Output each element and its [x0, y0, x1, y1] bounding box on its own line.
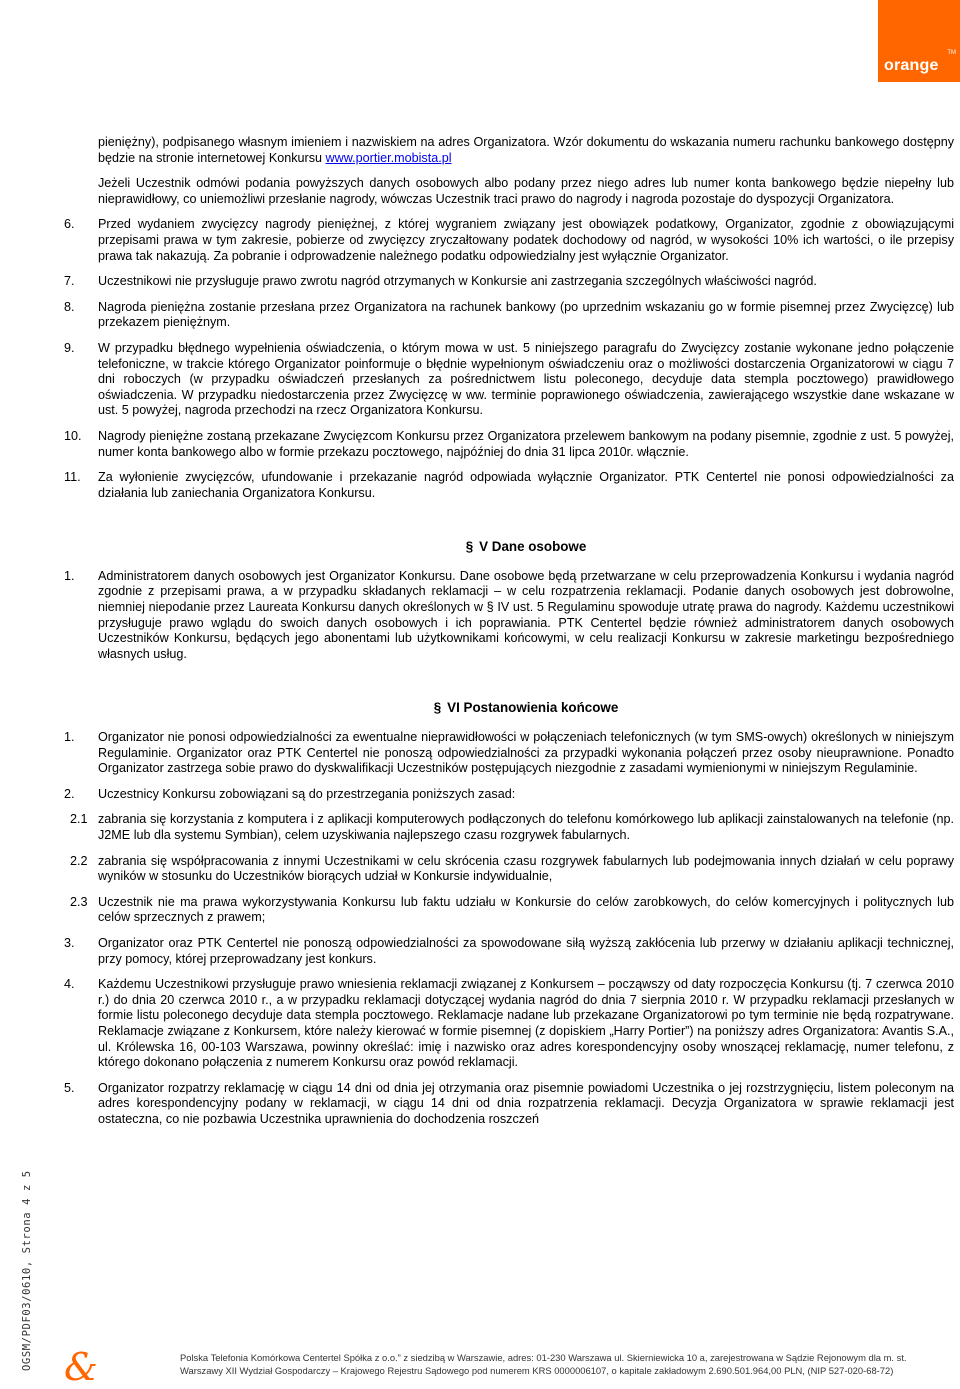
item-number: 8. — [64, 299, 75, 314]
item-text: Nagrody pieniężne zostaną przekazane Zwycięzcom Konkursu przez Organizatora przelewem bankowym na podany pisemnie, zgodnie z ust. 5 powyżej, numer konta bankowego albo w formie przekazu pocztowego, najpóźniej do dnia 31 lipca 2010r. włącznie. — [98, 428, 954, 459]
item-number: 6. — [64, 217, 75, 232]
item-text: Administratorem danych osobowych jest Organizator Konkursu. Dane osobowe będą przetwarzane w celu przeprowadzenia Konkursu i wydania nagród zgodnie z przepisami prawa, a w przypadku składanych reklamacji – w celu rozpatrzenia reklamacji. Podanie danych osobowych jest dobrowolne, niemniej niepodanie przez Laureata Konkursu danych określonych w § IV ust. 5 Regulaminu spowoduje utratę prawa do nagrody. Każdemu uczestnikowi przysługuje prawo wglądu do swoich danych osobowych i ich poprawiania. PTK Centertel będzie również administratorem danych osobowych Uczestników Konkursu, będących jego abonentami lub użytkownikami końcowymi, w celu realizacji Konkursu w zakresie marketingu bezpośredniego własnych usług. — [98, 568, 954, 661]
section-heading-vi — [98, 700, 954, 716]
item-text: Nagroda pieniężna zostanie przesłana przez Organizatora na rachunek bankowy (po uprzednim wskazaniu go w formie pisemnej przez Zwycięzcę) lub przekazem pieniężnym. — [98, 299, 954, 330]
section-vi-list — [64, 730, 954, 1127]
item-number: 4. — [64, 977, 75, 992]
list-item — [64, 935, 954, 967]
item-text: Organizator rozpatrzy reklamację w ciągu 14 dni od dnia jej otrzymania oraz pisemnie powiadomi Uczestnika o jej rozstrzygnięciu, listem poleconym na adres korespondencyjny podany w reklamacji, w ciągu 14 dni od dnia rozpatrzenia reklamacji. Decyzja Organizatora w sprawie reklamacji jest ostateczna, co nie pozbawia Uczestnika uprawnienia do dochodzenia roszczeń — [98, 1080, 954, 1126]
item-number: 10. — [64, 428, 82, 443]
item-text: Za wyłonienie zwycięzców, ufundowanie i przekazanie nagród odpowiada wyłącznie Organizator. PTK Centertel nie ponosi odpowiedzialności za działania lub zaniechania Organizatora Konkursu. — [98, 470, 954, 500]
item-text: Organizator nie ponosi odpowiedzialności za ewentualne nieprawidłowości w połączeniach telefonicznych (w tym SMS-owych) określonych w niniejszym Regulaminie. Organizator oraz PTK Centertel nie ponoszą odpowiedzialności za przypadki wykonania połączeń przez osoby nieuprawnione. Ponadto Organizator zastrzega sobie prawo do dyskwalifikacji Uczestników postępujących niezgodnie z zasadami wymienionymi w niniejszym Regulaminie. — [98, 730, 954, 776]
sub-item — [70, 812, 954, 843]
item-text: Organizator oraz PTK Centertel nie ponoszą odpowiedzialności za spowodowane siłą wyższą zakłócenia lub przerwy w działaniu aplikacji technicznej, przy pomocy, której przeprowadzany jest konkurs. — [98, 935, 954, 966]
list-item — [64, 977, 954, 1071]
list-item-9 — [64, 340, 954, 419]
side-page-label — [12, 1110, 32, 1380]
intro-paragraph-2: Jeżeli Uczestnik odmówi podania powyższych danych osobowych albo podany przez niego adres lub numer konta bankowego będzie niepełny lub nieprawidłowy, co uniemożliwi przesłanie nagrody, wówczas Uczestnik traci prawo do nagrody i nagroda pozostaje do dyspozycji Organizatora. — [98, 176, 954, 206]
logo-wordmark: orange — [884, 57, 939, 74]
item-number: 2. — [64, 786, 75, 801]
list-item-10 — [64, 428, 954, 460]
intro-text: pieniężny), podpisanego własnym imieniem i nazwiskiem na adres Organizatora. Wzór dokumentu do wskazania numeru rachunku bankowego dostępny będzie na stronie internetowej Konkursu — [98, 135, 954, 165]
list-item — [64, 1080, 954, 1128]
sub-item-text: zabrania się współpracowania z innymi Uczestnikami w celu skrócenia czasu rozgrywek fabularnych lub podejmowania innych działań w celu poprawy wyników w stosunku do Uczestników biorących udział w Konkursie indywidualnie, — [98, 853, 954, 884]
ampersand-logo: & — [64, 1345, 98, 1389]
document-body — [64, 135, 954, 1138]
item-number: 3. — [64, 935, 75, 950]
section-heading-v — [98, 539, 954, 555]
item-number: 1. — [64, 730, 75, 745]
page-number-text: OGSM/PDF03/0610, Strona 4 z 5 — [21, 1170, 33, 1371]
sub-item-number: 2.2 — [70, 853, 88, 868]
item-number: 11. — [64, 470, 81, 485]
sub-item-number: 2.3 — [70, 894, 88, 909]
sub-item — [70, 894, 954, 926]
item-text: Uczestnikowi nie przysługuje prawo zwrotu nagród otrzymanych w Konkursie ani zastrzegania szczególnych właściwości nagród. — [98, 274, 817, 289]
orange-logo — [878, 0, 960, 82]
list-item — [64, 786, 954, 803]
section-title-text: VI Postanowienia końcowe — [447, 700, 619, 716]
item-number: 7. — [64, 274, 75, 289]
paragraph-sign: § — [465, 539, 474, 555]
list-item-11 — [64, 470, 954, 501]
item-text: Każdemu Uczestnikowi przysługuje prawo wniesienia reklamacji związanej z Konkursem – począwszy od daty rozpoczęcia Konkursu (tj. 7 czerwca 2010 r.) do dnia 20 czerwca 2010 r., a w przypadku reklamacji dotyczącej wydania nagród do dnia 7 sierpnia 2010 r. W przypadku reklamacji przesłanych w formie listu poleconego decyduje data stempla pocztowego. Reklamacje nadane lub przekazane Organizatorowi po tym terminie nie będą rozpatrywane. Reklamacje związane z Konkursem, które należy kierować w formie pisemnej (z dopiskiem „Harry Portier”) na poniższy adres Organizatora: Avantis S.A., ul. Królewska 16, 00-103 Warszawa, powinny określać: imię i nazwisko oraz adres korespondencyjny osoby wnoszącej reklamację, numer telefonu, z którego dokonano połączenia z numerem Konkursu oraz powód reklamacji. — [98, 977, 954, 1070]
list-item — [64, 730, 954, 777]
section-v-list — [64, 568, 954, 663]
item-number: 9. — [64, 340, 75, 355]
contest-link[interactable]: www.portier.mobista.pl — [325, 150, 452, 165]
item-text: Przed wydaniem zwycięzcy nagrody pieniężnej, z której wygraniem związany jest obowiązek podatkowy, Organizator, zgodnie z obowiązującymi przepisami prawa w tym zakresie, pobierze od zwycięzcy zryczałtowany podatek dochodowy od nagród, w wysokości 10% ich wartości, o ile przepisy prawa tak nakazują. Za pobranie i odprowadzenie należnego podatku odpowiedzialny jest wyłącznie Organizator. — [98, 217, 954, 263]
item-number: 1. — [64, 568, 75, 583]
sub-item-text: zabrania się korzystania z komputera i z aplikacji komputerowych podłączonych do telefonu komórkowego lub aplikacji zainstalowanych na telefonie (np. J2ME lub dla systemu Symbian), celem uzyskiwania najlepszego czasu rozgrywek fabularnych. — [98, 812, 954, 842]
list-item — [64, 568, 954, 663]
logo-tm: TM — [947, 50, 956, 56]
footer-legal-text: Polska Telefonia Komórkowa Centertel Spółka z o.o.” z siedzibą w Warszawie, adres: 01-230 Warszawa ul. Skierniewicka 10 a, zarejestrowana w Sądzie Rejonowym dla m. st. Warszawy XII Wydział Gospodarczy – Krajowego Rejestru Sądowego pod numerem KRS 0000006107, o kapitale zakładowym 2.690.501.964,00 PLN, (NIP 527-020-68-72) — [180, 1352, 907, 1376]
list-item-8 — [64, 299, 954, 331]
item-text: Uczestnicy Konkursu zobowiązani są do przestrzegania poniższych zasad: — [98, 786, 516, 801]
sub-item-text: Uczestnik nie ma prawa wykorzystywania Konkursu lub faktu udziału w Konkursie do celów zarobkowych, do celów komercyjnych i politycznych lub celów sprzecznych z prawem; — [98, 894, 954, 925]
item-text: W przypadku błędnego wypełnienia oświadczenia, o którym mowa w ust. 5 niniejszego paragrafu do Zwycięzcy zostanie wykonane jedno połączenie telefoniczne, w trakcie którego Organizator poinformuje o błędnie wypełnionym oświadczeniu oraz o możliwości dostarczenia Organizatorowi w ciągu 7 dni roboczych (w przypadku oświadczeń przesłanych za pośrednictwem listu poleconego, decyduje data stempla pocztowego) prawidłowego oświadczenia. W przypadku niedostarczenia przez Zwycięzcę w ww. terminie poprawionego oświadczenia, zawierającego wszystkie dane wskazane w ust. 5 powyżej, nagroda przechodzi na rzecz Organizatora Konkursu. — [98, 340, 954, 418]
section-title-text: V Dane osobowe — [479, 539, 587, 555]
list-item-6 — [64, 217, 954, 264]
sub-item — [70, 853, 954, 885]
item-number: 5. — [64, 1080, 75, 1095]
sub-item-number: 2.1 — [70, 812, 88, 827]
intro-paragraph — [98, 135, 954, 166]
paragraph-sign: § — [433, 700, 442, 716]
page-footer — [0, 1345, 960, 1389]
list-item-7 — [64, 274, 954, 290]
